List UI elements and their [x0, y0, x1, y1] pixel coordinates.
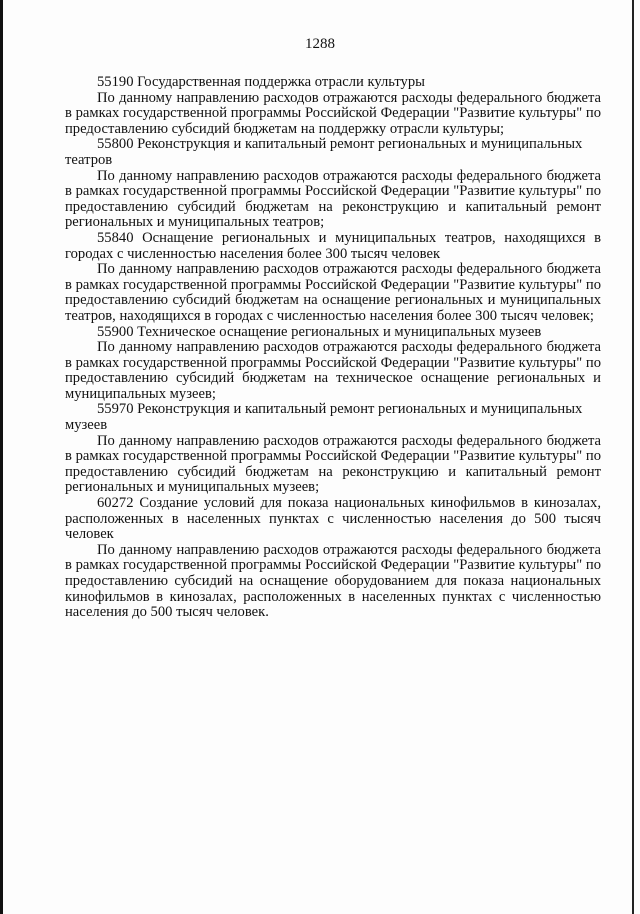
- section-text: По данному направлению расходов отражаются расходы федерального бюджета в рамках государственной программы Российской Федерации "Развитие культуры" по предоставлению субсидий бюджетам на техническое оснащение региональных и муниципальных музеев;: [65, 339, 601, 402]
- section-text: По данному направлению расходов отражаются расходы федерального бюджета в рамках государственной программы Российской Федерации "Развитие культуры" по предоставлению субсидий бюджетам на реконструкцию и капитальный ремонт региональных и муниципальных театров;: [65, 167, 601, 231]
- section-heading: 55970 Реконструкция и капитальный ремонт региональных и муниципальных музеев: [65, 401, 583, 434]
- section-heading: 55800 Реконструкция и капитальный ремонт региональных и муниципальных театров: [65, 136, 583, 168]
- section-heading: 60272 Создание условий для показа национальных кинофильмов в кинозалах, расположенных в населенных пунктах с численностью населения до 500 тысяч человек: [65, 495, 601, 543]
- scan-edge-right: [632, 0, 634, 914]
- section-heading: 55900 Техническое оснащение региональных и муниципальных музеев: [97, 323, 542, 340]
- section-text: По данному направлению расходов отражаются расходы федерального бюджета в рамках государственной программы Российской Федерации "Развитие культуры" по предоставлению субсидий бюджетам на реконструкцию и капитальный ремонт региональных и муниципальных музеев;: [65, 432, 601, 496]
- section-heading: 55190 Государственная поддержка отрасли культуры: [97, 74, 425, 90]
- document-body: [65, 75, 601, 621]
- page-number: 1288: [305, 36, 335, 52]
- section-heading: 55840 Оснащение региональных и муниципальных театров, находящихся в городах с численностью населения более 300 тысяч человек: [65, 229, 601, 262]
- section-text: По данному направлению расходов отражаются расходы федерального бюджета в рамках государственной программы Российской Федерации "Развитие культуры" по предоставлению субсидий бюджетам на оснащение региональных и муниципальных театров, находящихся в городах с численностью населения более 300 тысяч человек;: [65, 261, 601, 324]
- scan-edge-left: [0, 0, 3, 914]
- section-text: По данному направлению расходов отражаются расходы федерального бюджета в рамках государственной программы Российской Федерации "Развитие культуры" по предоставлению субсидий бюджетам на поддержку отрасли культуры;: [65, 89, 601, 137]
- section-text: По данному направлению расходов отражаются расходы федерального бюджета в рамках государственной программы Российской Федерации "Развитие культуры" по предоставлению субсидий на оснащение оборудованием для показа национальных кинофильмов в кинозалах, расположенных в населенных пунктах с численностью населения до 500 тысяч человек.: [65, 541, 601, 621]
